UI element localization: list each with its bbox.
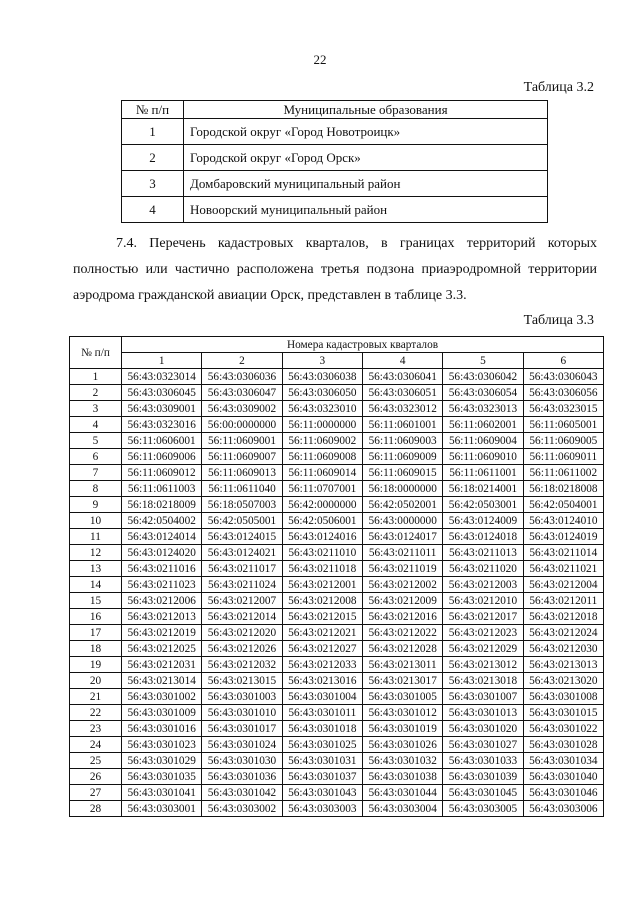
table-row [70, 625, 604, 641]
cadastral-quarter-cell: 56:43:0211011 [362, 545, 442, 561]
cadastral-quarter-cell: 56:43:0301042 [202, 785, 282, 801]
cadastral-quarter-cell: 56:43:0301027 [443, 737, 523, 753]
cadastral-quarter-cell: 56:43:0301040 [523, 769, 603, 785]
cadastral-quarter-cell: 56:43:0301044 [362, 785, 442, 801]
cadastral-quarter-cell: 56:43:0301018 [282, 721, 362, 737]
cadastral-quarter-cell: 56:43:0212008 [282, 593, 362, 609]
cadastral-quarter-cell: 56:43:0212022 [362, 625, 442, 641]
cadastral-quarter-cell: 56:43:0301011 [282, 705, 362, 721]
row-number-cell: 14 [70, 577, 122, 593]
column-number-header: 2 [202, 353, 282, 369]
table-row [122, 171, 548, 197]
cadastral-quarter-cell: 56:43:0309002 [202, 401, 282, 417]
cadastral-quarter-cell: 56:11:0611040 [202, 481, 282, 497]
cadastral-quarter-cell: 56:43:0301013 [443, 705, 523, 721]
cadastral-quarter-cell: 56:11:0609004 [443, 433, 523, 449]
row-number-cell: 20 [70, 673, 122, 689]
cadastral-quarter-cell: 56:43:0213013 [523, 657, 603, 673]
municipality-cell: Новоорский муниципальный район [184, 197, 548, 223]
cadastral-quarter-cell: 56:43:0212030 [523, 641, 603, 657]
cadastral-quarter-cell: 56:43:0213014 [122, 673, 202, 689]
row-number-cell: 15 [70, 593, 122, 609]
row-number-cell: 4 [122, 197, 184, 223]
cadastral-quarter-cell: 56:43:0301024 [202, 737, 282, 753]
cadastral-quarter-cell: 56:43:0323013 [443, 401, 523, 417]
cadastral-quarter-cell: 56:43:0211021 [523, 561, 603, 577]
cadastral-quarter-cell: 56:43:0213016 [282, 673, 362, 689]
cadastral-quarter-cell: 56:43:0323016 [122, 417, 202, 433]
column-number-row [70, 353, 604, 369]
cadastral-quarter-cell: 56:43:0212003 [443, 577, 523, 593]
column-number-header: 4 [362, 353, 442, 369]
cadastral-quarter-cell: 56:00:0000000 [202, 417, 282, 433]
cadastral-quarter-cell: 56:43:0212010 [443, 593, 523, 609]
table-row [70, 449, 604, 465]
row-number-cell: 11 [70, 529, 122, 545]
cadastral-quarter-cell: 56:43:0212019 [122, 625, 202, 641]
cadastral-quarter-cell: 56:43:0211024 [202, 577, 282, 593]
cadastral-quarter-cell: 56:11:0602001 [443, 417, 523, 433]
municipality-cell: Городской округ «Город Новотроицк» [184, 119, 548, 145]
cadastral-quarter-cell: 56:11:0609011 [523, 449, 603, 465]
cadastral-quarter-cell: 56:43:0301043 [282, 785, 362, 801]
cadastral-quarter-cell: 56:11:0000000 [282, 417, 362, 433]
table-row [70, 657, 604, 673]
row-number-cell: 26 [70, 769, 122, 785]
table-row [122, 119, 548, 145]
cadastral-quarter-cell: 56:43:0306036 [202, 369, 282, 385]
cadastral-quarter-cell: 56:43:0212021 [282, 625, 362, 641]
cadastral-quarter-cell: 56:43:0000000 [362, 513, 442, 529]
cadastral-quarter-cell: 56:43:0211018 [282, 561, 362, 577]
cadastral-quarter-cell: 56:43:0124018 [443, 529, 523, 545]
cadastral-quarter-cell: 56:43:0301015 [523, 705, 603, 721]
table-row [70, 785, 604, 801]
cadastral-quarter-cell: 56:43:0301030 [202, 753, 282, 769]
cadastral-quarter-cell: 56:43:0213017 [362, 673, 442, 689]
cadastral-quarter-cell: 56:43:0211019 [362, 561, 442, 577]
cadastral-quarter-cell: 56:43:0301012 [362, 705, 442, 721]
page-number: 22 [313, 52, 327, 67]
row-number-cell: 2 [122, 145, 184, 171]
cadastral-quarter-cell: 56:43:0213020 [523, 673, 603, 689]
cadastral-quarter-cell: 56:43:0301046 [523, 785, 603, 801]
row-number-cell: 3 [70, 401, 122, 417]
cadastral-quarter-cell: 56:42:0504002 [122, 513, 202, 529]
cadastral-quarter-cell: 56:43:0306050 [282, 385, 362, 401]
cadastral-quarter-cell: 56:42:0506001 [282, 513, 362, 529]
cadastral-quarter-cell: 56:43:0124010 [523, 513, 603, 529]
table-row [70, 497, 604, 513]
cadastral-quarter-cell: 56:43:0212029 [443, 641, 523, 657]
cadastral-quarter-cell: 56:43:0306045 [122, 385, 202, 401]
cadastral-quarter-cell: 56:11:0609014 [282, 465, 362, 481]
cadastral-quarter-cell: 56:43:0303006 [523, 801, 603, 817]
row-number-cell: 19 [70, 657, 122, 673]
table-row [70, 401, 604, 417]
table-row [70, 753, 604, 769]
cadastral-quarter-cell: 56:11:0609001 [202, 433, 282, 449]
cadastral-quarter-cell: 56:11:0609015 [362, 465, 442, 481]
cadastral-quarter-cell: 56:43:0301034 [523, 753, 603, 769]
cadastral-quarter-cell: 56:43:0301029 [122, 753, 202, 769]
cadastral-quarter-cell: 56:43:0124019 [523, 529, 603, 545]
cadastral-quarter-cell: 56:43:0301002 [122, 689, 202, 705]
cadastral-quarter-cell: 56:43:0301031 [282, 753, 362, 769]
row-number-cell: 6 [70, 449, 122, 465]
cadastral-quarter-cell: 56:42:0503001 [443, 497, 523, 513]
cadastral-quarter-cell: 56:43:0211013 [443, 545, 523, 561]
cadastral-quarter-cell: 56:11:0609012 [122, 465, 202, 481]
cadastral-quarter-cell: 56:43:0301033 [443, 753, 523, 769]
table-row [70, 577, 604, 593]
cadastral-quarter-cell: 56:43:0301009 [122, 705, 202, 721]
cadastral-quarter-cell: 56:43:0301007 [443, 689, 523, 705]
cadastral-quarter-cell: 56:43:0301038 [362, 769, 442, 785]
table-row [70, 529, 604, 545]
cadastral-quarter-cell: 56:43:0211016 [122, 561, 202, 577]
column-number-header: 3 [282, 353, 362, 369]
cadastral-quarter-cell: 56:43:0303005 [443, 801, 523, 817]
table-row [70, 433, 604, 449]
cadastral-quarter-cell: 56:18:0214001 [443, 481, 523, 497]
cadastral-quarter-cell: 56:43:0124021 [202, 545, 282, 561]
cadastral-quarter-cell: 56:43:0306047 [202, 385, 282, 401]
table-3-3-caption: Таблица 3.3 [523, 313, 594, 328]
cadastral-quarter-cell: 56:11:0707001 [282, 481, 362, 497]
cadastral-quarter-cell: 56:43:0301032 [362, 753, 442, 769]
cadastral-quarter-cell: 56:43:0212028 [362, 641, 442, 657]
cadastral-quarter-cell: 56:43:0212031 [122, 657, 202, 673]
cadastral-quarter-cell: 56:43:0301028 [523, 737, 603, 753]
cadastral-quarter-cell: 56:43:0212023 [443, 625, 523, 641]
row-number-cell: 1 [122, 119, 184, 145]
row-number-cell: 2 [70, 385, 122, 401]
row-number-cell: 27 [70, 785, 122, 801]
column-header-municipality: Муниципальные образования [184, 101, 548, 119]
table-row [70, 721, 604, 737]
cadastral-quarter-cell: 56:43:0323015 [523, 401, 603, 417]
cadastral-quarter-cell: 56:43:0301020 [443, 721, 523, 737]
cadastral-quarter-cell: 56:43:0213011 [362, 657, 442, 673]
cadastral-quarter-cell: 56:11:0611003 [122, 481, 202, 497]
cadastral-quarter-cell: 56:43:0306042 [443, 369, 523, 385]
cadastral-quarter-cell: 56:43:0211020 [443, 561, 523, 577]
table-row [70, 769, 604, 785]
cadastral-quarter-cell: 56:42:0502001 [362, 497, 442, 513]
table-row [70, 593, 604, 609]
cadastral-quarter-cell: 56:42:0505001 [202, 513, 282, 529]
table-row [70, 705, 604, 721]
table-row [70, 801, 604, 817]
cadastral-quarter-cell: 56:43:0306056 [523, 385, 603, 401]
cadastral-quarter-cell: 56:43:0212011 [523, 593, 603, 609]
municipality-cell: Домбаровский муниципальный район [184, 171, 548, 197]
row-number-cell: 10 [70, 513, 122, 529]
row-number-cell: 3 [122, 171, 184, 197]
table-row [70, 561, 604, 577]
cadastral-quarter-cell: 56:11:0611002 [523, 465, 603, 481]
cadastral-quarter-cell: 56:43:0301003 [202, 689, 282, 705]
row-number-cell: 4 [70, 417, 122, 433]
cadastral-quarter-cell: 56:11:0609006 [122, 449, 202, 465]
cadastral-quarter-cell: 56:43:0211010 [282, 545, 362, 561]
table-row [70, 465, 604, 481]
cadastral-quarter-cell: 56:11:0609008 [282, 449, 362, 465]
cadastral-quarter-cell: 56:42:0000000 [282, 497, 362, 513]
cadastral-quarter-cell: 56:11:0605001 [523, 417, 603, 433]
cadastral-quarter-cell: 56:43:0211014 [523, 545, 603, 561]
cadastral-quarter-cell: 56:43:0303002 [202, 801, 282, 817]
column-header-number: № п/п [70, 337, 122, 369]
row-number-cell: 28 [70, 801, 122, 817]
cadastral-quarter-cell: 56:43:0212006 [122, 593, 202, 609]
cadastral-quarter-cell: 56:43:0301045 [443, 785, 523, 801]
cadastral-quarter-cell: 56:11:0609003 [362, 433, 442, 449]
cadastral-quarter-cell: 56:18:0218009 [122, 497, 202, 513]
cadastral-quarter-cell: 56:11:0611001 [443, 465, 523, 481]
cadastral-quarter-cell: 56:11:0609005 [523, 433, 603, 449]
table-row [70, 385, 604, 401]
cadastral-quarter-cell: 56:43:0211017 [202, 561, 282, 577]
column-number-header: 1 [122, 353, 202, 369]
cadastral-quarter-cell: 56:11:0606001 [122, 433, 202, 449]
cadastral-quarter-cell: 56:43:0124020 [122, 545, 202, 561]
cadastral-quarter-cell: 56:43:0212004 [523, 577, 603, 593]
cadastral-quarter-cell: 56:43:0301037 [282, 769, 362, 785]
table-row [70, 369, 604, 385]
body-paragraph: 7.4. Перечень кадастровых кварталов, в границах территорий которых полностью или частично расположена третья подзона приаэродромной территории аэродрома гражданской авиации Орск, представлен в таблице 3.3. [73, 236, 597, 303]
table-header-row [122, 101, 548, 119]
cadastral-quarter-cell: 56:43:0323010 [282, 401, 362, 417]
cadastral-quarter-cell: 56:43:0212027 [282, 641, 362, 657]
municipality-cell: Городской округ «Город Орск» [184, 145, 548, 171]
cadastral-quarter-cell: 56:43:0306038 [282, 369, 362, 385]
cadastral-quarter-cell: 56:43:0212016 [362, 609, 442, 625]
table-row [70, 609, 604, 625]
cadastral-quarter-cell: 56:43:0213018 [443, 673, 523, 689]
cadastral-quarters-table [69, 336, 604, 817]
cadastral-quarter-cell: 56:43:0212015 [282, 609, 362, 625]
row-number-cell: 22 [70, 705, 122, 721]
row-number-cell: 17 [70, 625, 122, 641]
cadastral-quarter-cell: 56:43:0303001 [122, 801, 202, 817]
cadastral-quarter-cell: 56:42:0504001 [523, 497, 603, 513]
row-number-cell: 16 [70, 609, 122, 625]
row-number-cell: 25 [70, 753, 122, 769]
cadastral-quarter-cell: 56:43:0301010 [202, 705, 282, 721]
cadastral-quarter-cell: 56:11:0601001 [362, 417, 442, 433]
cadastral-quarter-cell: 56:18:0218008 [523, 481, 603, 497]
cadastral-quarter-cell: 56:43:0303003 [282, 801, 362, 817]
cadastral-quarter-cell: 56:43:0301039 [443, 769, 523, 785]
table-row [122, 197, 548, 223]
cadastral-quarter-cell: 56:43:0301035 [122, 769, 202, 785]
cadastral-quarter-cell: 56:43:0124014 [122, 529, 202, 545]
column-number-header: 6 [523, 353, 603, 369]
cadastral-quarter-cell: 56:43:0212024 [523, 625, 603, 641]
cadastral-quarter-cell: 56:43:0306043 [523, 369, 603, 385]
cadastral-quarter-cell: 56:43:0212002 [362, 577, 442, 593]
table-row [70, 689, 604, 705]
cadastral-quarter-cell: 56:43:0212001 [282, 577, 362, 593]
cadastral-quarter-cell: 56:43:0211023 [122, 577, 202, 593]
cadastral-quarter-cell: 56:43:0301041 [122, 785, 202, 801]
cadastral-quarter-cell: 56:43:0323014 [122, 369, 202, 385]
row-number-cell: 7 [70, 465, 122, 481]
column-group-header: Номера кадастровых кварталов [122, 337, 604, 353]
table-header-row [70, 337, 604, 353]
municipalities-table [121, 100, 548, 223]
table-row [70, 513, 604, 529]
cadastral-quarter-cell: 56:43:0212032 [202, 657, 282, 673]
cadastral-quarter-cell: 56:43:0212018 [523, 609, 603, 625]
cadastral-quarter-cell: 56:43:0124017 [362, 529, 442, 545]
cadastral-quarter-cell: 56:43:0212009 [362, 593, 442, 609]
row-number-cell: 13 [70, 561, 122, 577]
cadastral-quarter-cell: 56:43:0212025 [122, 641, 202, 657]
cadastral-quarter-cell: 56:43:0306051 [362, 385, 442, 401]
cadastral-quarter-cell: 56:11:0609009 [362, 449, 442, 465]
cadastral-quarter-cell: 56:43:0212020 [202, 625, 282, 641]
cadastral-quarter-cell: 56:43:0306054 [443, 385, 523, 401]
cadastral-quarter-cell: 56:43:0309001 [122, 401, 202, 417]
cadastral-quarter-cell: 56:18:0507003 [202, 497, 282, 513]
cadastral-quarter-cell: 56:43:0213015 [202, 673, 282, 689]
table-row [70, 481, 604, 497]
table-row [70, 673, 604, 689]
cadastral-quarter-cell: 56:43:0301004 [282, 689, 362, 705]
cadastral-quarter-cell: 56:43:0323012 [362, 401, 442, 417]
row-number-cell: 12 [70, 545, 122, 561]
cadastral-quarter-cell: 56:43:0301017 [202, 721, 282, 737]
cadastral-quarter-cell: 56:43:0301022 [523, 721, 603, 737]
table-row [122, 145, 548, 171]
cadastral-quarter-cell: 56:43:0301005 [362, 689, 442, 705]
table-row [70, 737, 604, 753]
cadastral-quarter-cell: 56:43:0212026 [202, 641, 282, 657]
row-number-cell: 1 [70, 369, 122, 385]
cadastral-quarter-cell: 56:43:0212017 [443, 609, 523, 625]
column-header-number: № п/п [122, 101, 184, 119]
cadastral-quarter-cell: 56:43:0301019 [362, 721, 442, 737]
cadastral-quarter-cell: 56:11:0609002 [282, 433, 362, 449]
cadastral-quarter-cell: 56:11:0609010 [443, 449, 523, 465]
table-row [70, 417, 604, 433]
row-number-cell: 8 [70, 481, 122, 497]
cadastral-quarter-cell: 56:43:0212013 [122, 609, 202, 625]
row-number-cell: 18 [70, 641, 122, 657]
table-3-2-caption: Таблица 3.2 [523, 80, 594, 95]
cadastral-quarter-cell: 56:43:0212014 [202, 609, 282, 625]
cadastral-quarter-cell: 56:11:0609007 [202, 449, 282, 465]
row-number-cell: 9 [70, 497, 122, 513]
cadastral-quarter-cell: 56:43:0301023 [122, 737, 202, 753]
cadastral-quarter-cell: 56:43:0301016 [122, 721, 202, 737]
column-number-header: 5 [443, 353, 523, 369]
cadastral-quarter-cell: 56:43:0124015 [202, 529, 282, 545]
cadastral-quarter-cell: 56:43:0301025 [282, 737, 362, 753]
row-number-cell: 21 [70, 689, 122, 705]
table-row [70, 641, 604, 657]
row-number-cell: 23 [70, 721, 122, 737]
cadastral-quarter-cell: 56:43:0301036 [202, 769, 282, 785]
row-number-cell: 5 [70, 433, 122, 449]
cadastral-quarter-cell: 56:43:0124016 [282, 529, 362, 545]
cadastral-quarter-cell: 56:43:0301008 [523, 689, 603, 705]
cadastral-quarter-cell: 56:43:0124009 [443, 513, 523, 529]
table-row [70, 545, 604, 561]
cadastral-quarter-cell: 56:43:0306041 [362, 369, 442, 385]
cadastral-quarter-cell: 56:43:0212033 [282, 657, 362, 673]
row-number-cell: 24 [70, 737, 122, 753]
cadastral-quarter-cell: 56:43:0301026 [362, 737, 442, 753]
cadastral-quarter-cell: 56:18:0000000 [362, 481, 442, 497]
cadastral-quarter-cell: 56:43:0213012 [443, 657, 523, 673]
cadastral-quarter-cell: 56:43:0212007 [202, 593, 282, 609]
cadastral-quarter-cell: 56:43:0303004 [362, 801, 442, 817]
cadastral-quarter-cell: 56:11:0609013 [202, 465, 282, 481]
